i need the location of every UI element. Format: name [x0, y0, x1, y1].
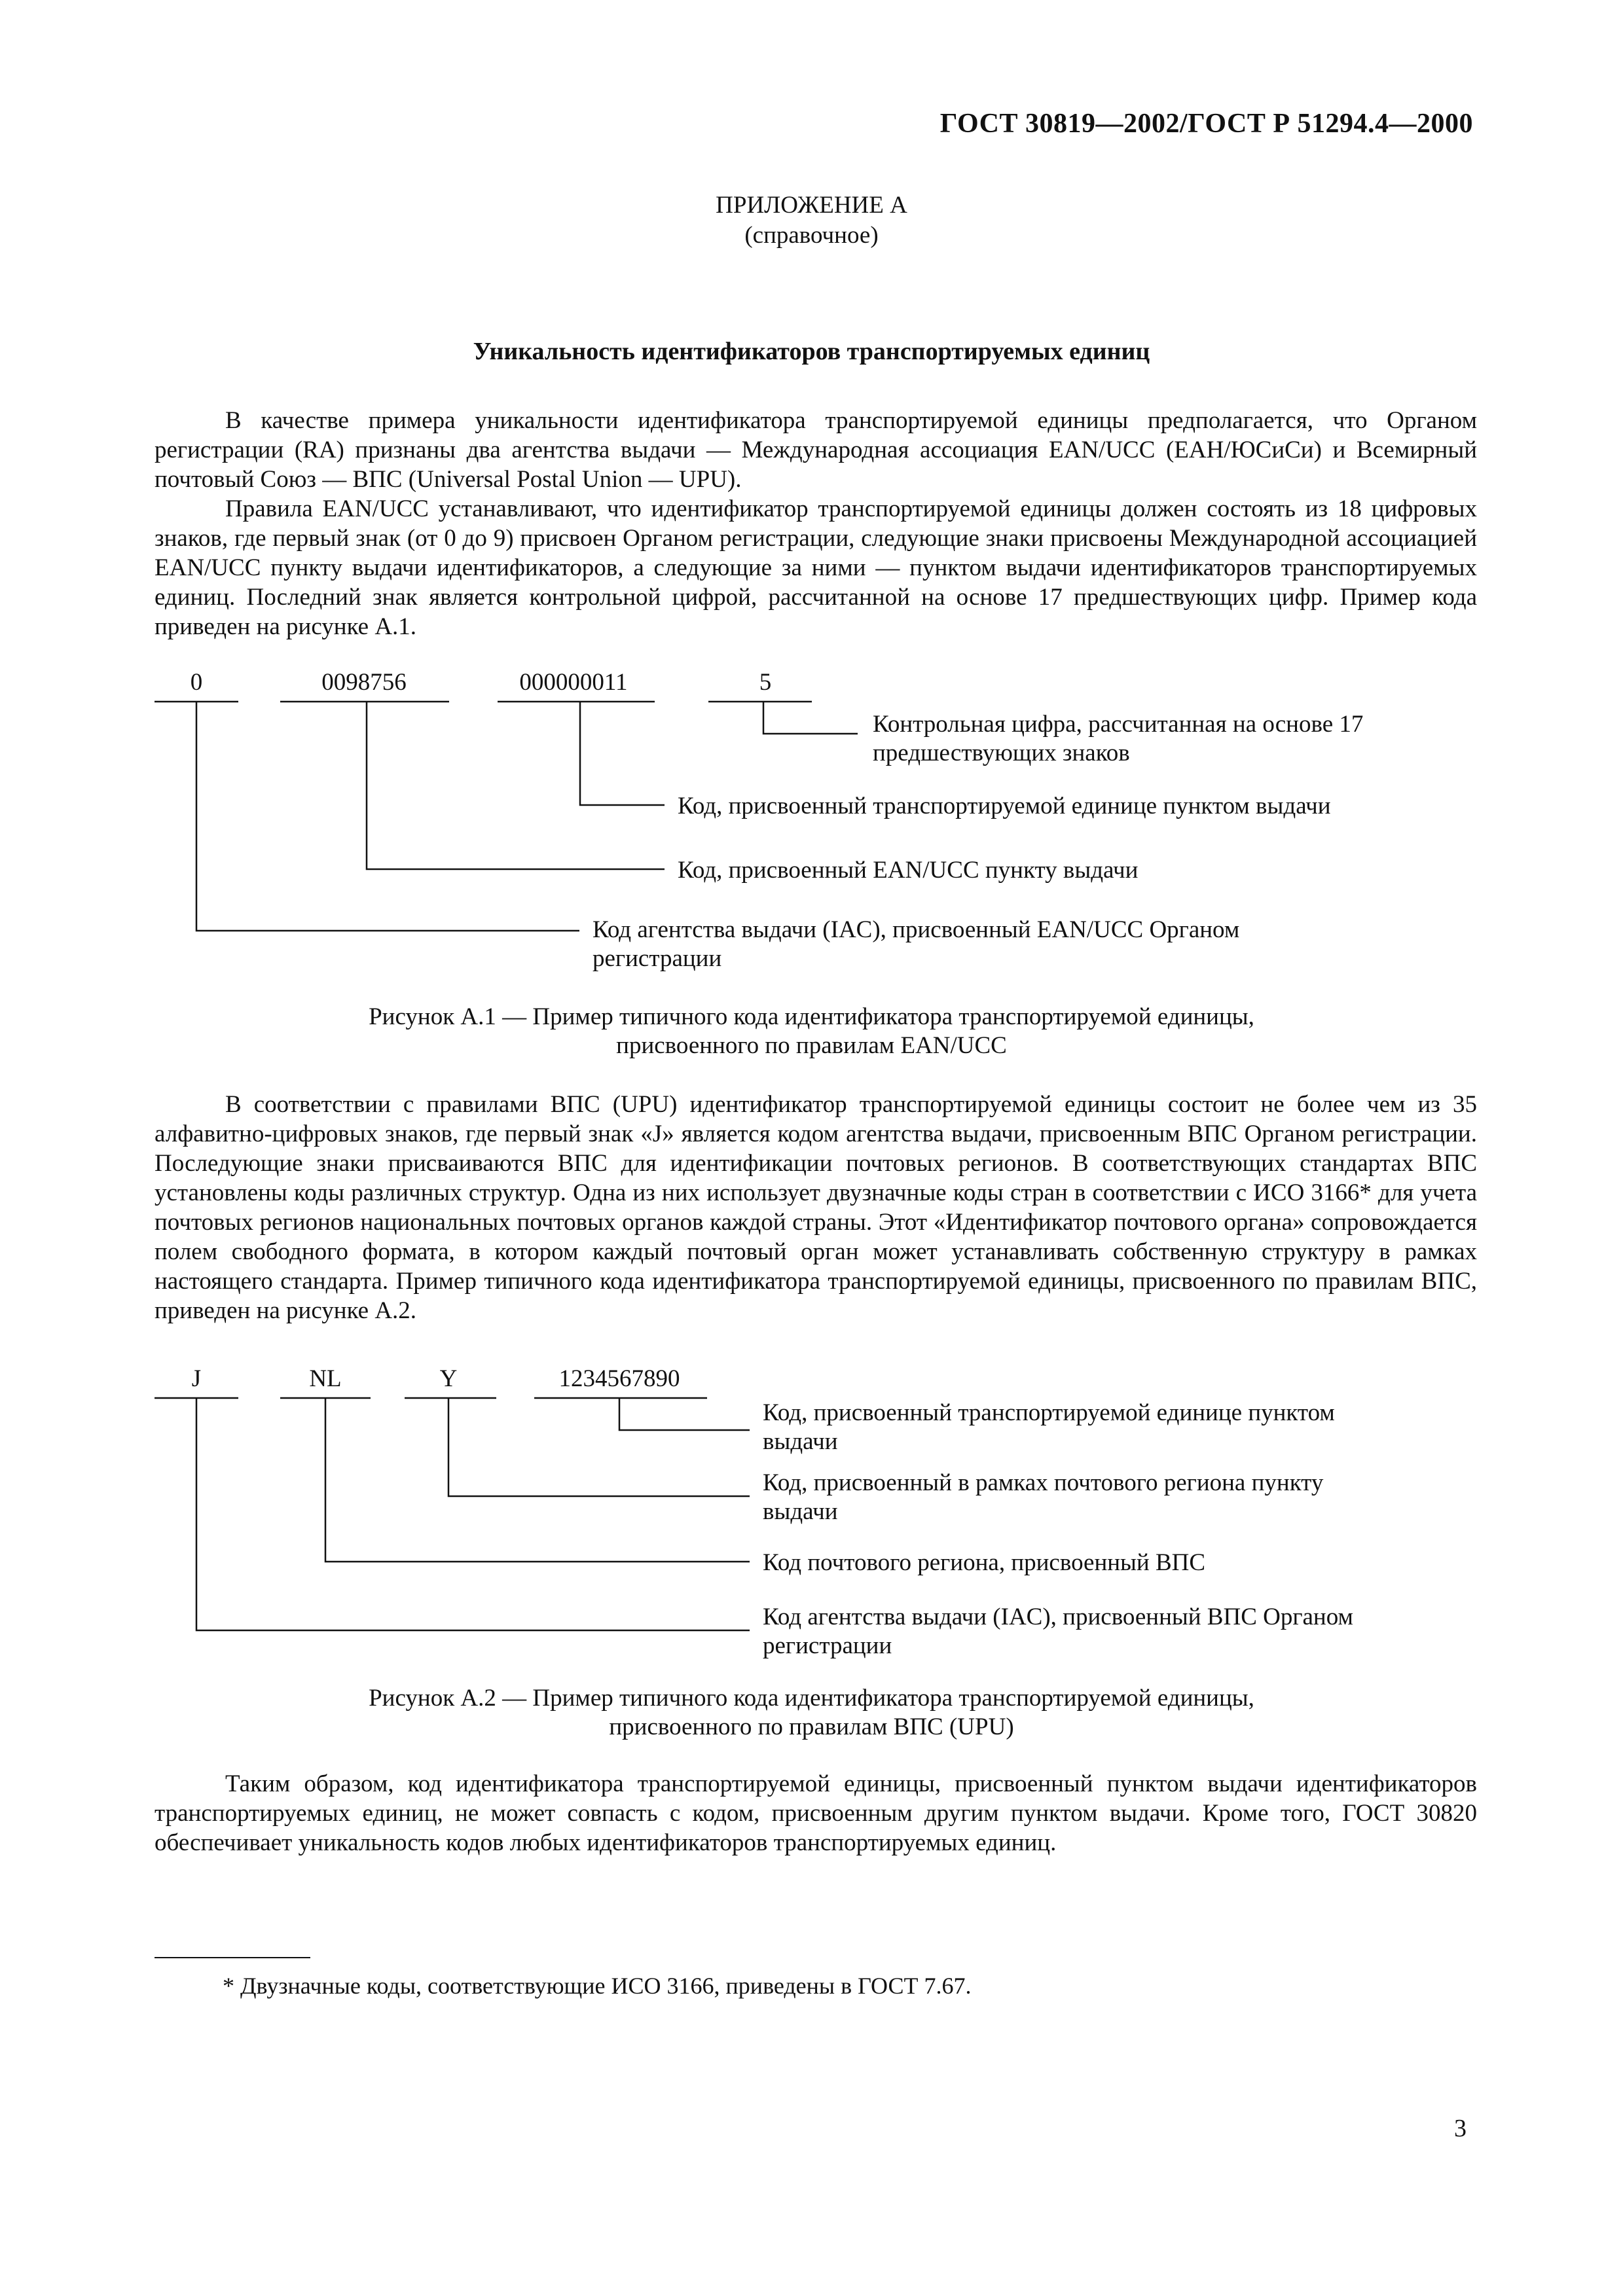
fig2-segment-1: NL: [309, 1365, 342, 1392]
annex-title: ПРИЛОЖЕНИЕ А: [716, 192, 907, 219]
paragraph-1: В качестве примера уникальности идентификатора транспортируемой единицы предполагается, что Органом регистрации (RA) признаны два агентства выдачи — Международная ассоциация EAN/UCC (ЕАН/ЮСиСи) и Всемирный почтовый Союз — ВПС (Universal Postal Union — UPU).: [155, 407, 1477, 493]
fig1-leader-point: [367, 702, 665, 869]
fig2-connector-lines: [155, 1398, 750, 1630]
fig2-label-unit-line2: выдачи: [763, 1428, 838, 1455]
fig2-label-region-point-line1: Код, присвоенный в рамках почтового региона пункту: [763, 1469, 1324, 1496]
page-number: 3: [1454, 2115, 1467, 2142]
fig1-label-unit: Код, присвоенный транспортируемой единице пунктом выдачи: [678, 793, 1331, 819]
fig1-segment-0: 0: [190, 669, 203, 696]
fig1-label-iac-line1: Код агентства выдачи (IAC), присвоенный EAN/UCC Органом: [593, 916, 1240, 943]
footnote: * Двузначные коды, соответствующие ИСО 3166, приведены в ГОСТ 7.67.: [223, 1973, 972, 1999]
fig1-segment-3: 5: [759, 669, 772, 696]
standard-header: ГОСТ 30819—2002/ГОСТ Р 51294.4—2000: [939, 109, 1473, 139]
fig1-leader-unit: [580, 702, 665, 805]
fig2-caption-line2: присвоенного по правилам ВПС (UPU): [609, 1713, 1014, 1740]
fig1-segment-1: 0098756: [321, 669, 407, 696]
fig1-label-point: Код, присвоенный EAN/UCC пункту выдачи: [678, 857, 1139, 884]
fig1-label-check-line1: Контрольная цифра, рассчитанная на основе 17: [873, 711, 1364, 738]
paragraph-2: Правила EAN/UCC устанавливают, что идентификатор транспортируемой единицы должен состоять из 18 цифровых знаков, где первый знак (от 0 до 9) присвоен Органом регистрации, следующие знаки присвоены Международной ассоциацией EAN/UCC пункту выдачи идентификаторов, а следующие за ними — пунктом выдачи идентификаторов транспортируемых единиц. Последний знак является контрольной цифрой, рассчитанной на основе 17 предшествующих цифр. Пример кода приведен на рисунке А.1.: [155, 495, 1477, 640]
paragraph-3: В соответствии с правилами ВПС (UPU) идентификатор транспортируемой единицы состоит не более чем из 35 алфавитно-цифровых знаков, где первый знак «J» является кодом агентства выдачи, присвоенным ВПС Органом регистрации. Последующие знаки присваиваются ВПС для идентификации почтовых регионов. В соответствующих стандартах ВПС установлены коды различных структур. Одна из них использует двузначные коды стран в соответствии с ИСО 3166* для учета почтовых регионов национальных почтовых органов каждой страны. Этот «Идентификатор почтового органа» сопровождается полем свободного формата, в котором каждый почтовый орган может устанавливать собственную структуру в рамках настоящего стандарта. Пример типичного кода идентификатора транспортируемой единицы, присвоенного по правилам ВПС, приведен на рисунке А.2.: [155, 1091, 1477, 1324]
fig1-caption-line1: Рисунок А.1 — Пример типичного кода идентификатора транспортируемой единицы,: [369, 1003, 1254, 1030]
fig1-label-iac-line2: регистрации: [593, 945, 722, 972]
fig2-label-iac-line2: регистрации: [763, 1632, 892, 1659]
fig2-label-region-point-line2: выдачи: [763, 1498, 838, 1525]
fig1-segment-2: 000000011: [519, 669, 628, 696]
fig2-label-unit-line1: Код, присвоенный транспортируемой единице пунктом: [763, 1399, 1335, 1426]
fig2-label-region: Код почтового региона, присвоенный ВПС: [763, 1549, 1206, 1576]
fig1-caption-line2: присвоенного по правилам EAN/UCC: [616, 1032, 1007, 1059]
fig2-label-iac-line1: Код агентства выдачи (IAC), присвоенный ВПС Органом: [763, 1604, 1353, 1630]
fig2-leader-unit: [619, 1398, 750, 1430]
section-title: Уникальность идентификаторов транспортируемых единиц: [473, 338, 1150, 365]
fig2-leader-iac: [196, 1398, 750, 1630]
footnote-separator: [155, 1957, 310, 1958]
figure-a2-caption: [0, 1684, 1623, 1742]
fig2-segment-2: Y: [439, 1365, 458, 1392]
paragraph-4: Таким образом, код идентификатора транспортируемой единицы, присвоенный пунктом выдачи идентификаторов транспортируемых единиц, не может совпасть с кодом, присвоенным другим пунктом выдачи. Кроме того, ГОСТ 30820 обеспечивает уникальность кодов любых идентификаторов транспортируемых единиц.: [155, 1770, 1477, 1856]
fig2-leader-region-point: [448, 1398, 750, 1496]
upu-text: [155, 1090, 1477, 1325]
fig2-segment-3: 1234567890: [558, 1365, 680, 1392]
fig1-leader-check: [763, 702, 858, 734]
figure-a1-caption: [0, 1003, 1623, 1060]
fig2-caption-line1: Рисунок А.2 — Пример типичного кода идентификатора транспортируемой единицы,: [369, 1685, 1254, 1712]
annex-subtitle: (справочное): [744, 222, 879, 249]
fig2-leader-region: [325, 1398, 750, 1562]
conclusion-text: [155, 1769, 1477, 1857]
fig2-segment-0: J: [191, 1365, 202, 1392]
fig1-leader-iac: [196, 702, 579, 931]
fig1-label-check-line2: предшествующих знаков: [873, 740, 1130, 766]
